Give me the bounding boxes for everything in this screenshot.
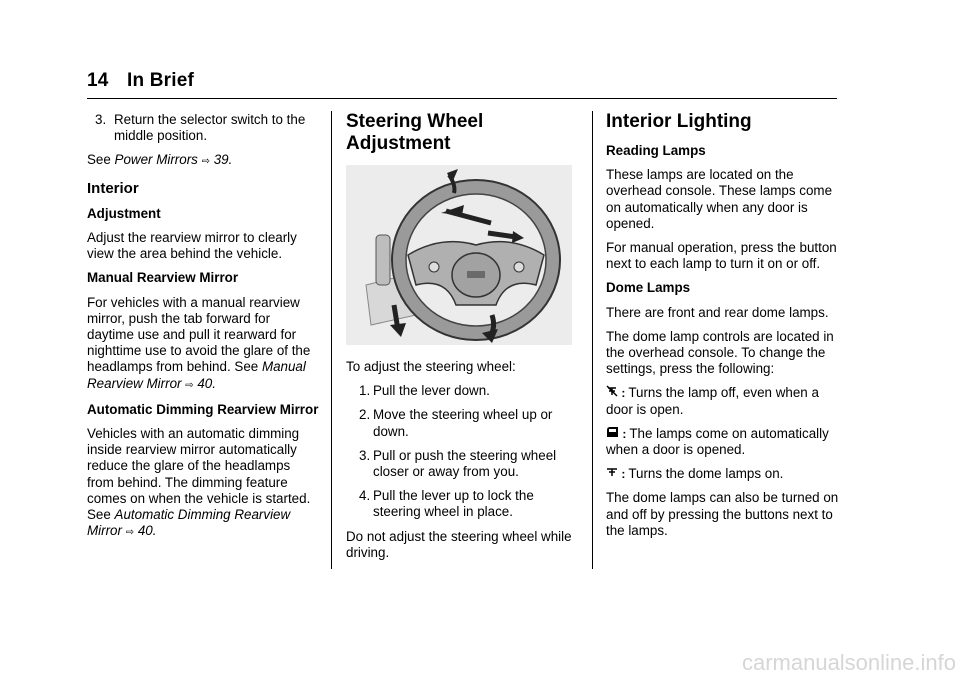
adjustment-heading: Adjustment [87, 205, 161, 221]
link-page: 39. [210, 152, 233, 168]
reading-lamps-text-1: These lamps are located on the overhead console. These lamps come on automatically when any door is opened. [606, 167, 833, 231]
door-icon: : [606, 426, 626, 442]
link-page: 40. [193, 375, 216, 391]
list-text: Return the selector switch to the middle position. [114, 112, 306, 144]
link-page: 40. [134, 523, 157, 539]
dome-lamps-text-1: There are front and rear dome lamps. [606, 304, 829, 320]
auto-dimming-heading: Automatic Dimming Rearview Mirror [87, 401, 319, 417]
lamp-on-icon: : [606, 466, 625, 482]
page-header [87, 70, 194, 92]
page-ref-icon: ⇨ [185, 379, 194, 391]
interior-heading: Interior [87, 179, 139, 197]
dome-lamps-text-2: The dome lamp controls are located in the overhead console. To change the settings, press the following: [606, 328, 834, 377]
link-text: Automatic Dimming Rearview Mirror [87, 507, 291, 539]
column-divider-2 [592, 111, 593, 569]
manual-mirror-heading: Manual Rearview Mirror [87, 270, 239, 286]
reading-lamps-text-2: For manual operation, press the button next to each lamp to turn it on or off. [606, 240, 837, 272]
watermark: carmanualsonline.info [741, 650, 956, 675]
door-text: The lamps come on automatically when a door is opened. [606, 425, 829, 458]
dome-lamps-text-3: The dome lamps can also be turned on and off by pressing the buttons next to the lamps. [606, 490, 839, 538]
list-number: 1. [359, 383, 371, 399]
door-item [606, 426, 842, 458]
lamp-off-icon: : [606, 385, 625, 401]
steering-note: Do not adjust the steering wheel while driving. [346, 528, 572, 560]
auto-text: Vehicles with an automatic dimming inside rearview mirror automatically reduce the glare of the headlamps from behind. The dimming feature comes on when the vehicle is started. See [87, 426, 311, 523]
manual-mirror-text [87, 295, 319, 394]
link-text: Power Mirrors [114, 152, 198, 168]
list-number: 3. [359, 447, 371, 463]
section-title: In Brief [127, 70, 195, 91]
auto-dimming-link[interactable] [87, 507, 290, 538]
auto-dimming-text [87, 426, 319, 541]
column-2 [346, 111, 582, 569]
column-1 [87, 112, 319, 549]
steering-intro: To adjust the steering wheel: [346, 359, 516, 374]
steering-heading: Steering Wheel Adjustment [346, 111, 484, 154]
steering-wheel-illustration [346, 165, 572, 345]
list-text: Pull the lever up to lock the steering wheel in place. [373, 488, 534, 520]
interior-lighting-heading: Interior Lighting [606, 111, 752, 132]
page-number: 14 [87, 70, 109, 91]
header-rule [87, 98, 837, 99]
list-item [346, 407, 582, 439]
page-ref-icon: ⇨ [125, 527, 135, 539]
list-number: 4. [359, 488, 371, 504]
list-text: Pull the lever down. [373, 383, 490, 399]
list-item [87, 112, 319, 144]
lamp-on-item [606, 466, 842, 482]
list-number: 2. [359, 407, 371, 423]
list-item [346, 488, 582, 520]
adjustment-text: Adjust the rearview mirror to clearly view the area behind the vehicle. [87, 230, 297, 262]
see-reference [87, 152, 319, 170]
reading-lamps-heading: Reading Lamps [606, 143, 706, 158]
list-text: Pull or push the steering wheel closer or away from you. [373, 447, 557, 480]
manual-text: For vehicles with a manual rearview mirror, push the tab forward for daytime use and pull it rearward for nighttime use to avoid the glare of the headlamps from behind. See [87, 294, 311, 375]
list-text: Move the steering wheel up or down. [373, 407, 553, 439]
column-3 [606, 111, 842, 547]
link-text: Manual Rearview Mirror [87, 359, 306, 391]
lamp-off-item [606, 385, 842, 417]
see-prefix: See [87, 152, 115, 168]
dome-lamps-heading: Dome Lamps [606, 280, 691, 296]
lamp-on-text: Turns the dome lamps on. [628, 466, 784, 482]
column-divider-1 [331, 111, 332, 569]
power-mirrors-link[interactable] [115, 152, 233, 167]
steering-wheel-icon [346, 165, 572, 345]
list-item [346, 383, 582, 399]
list-item [346, 448, 582, 480]
lamp-off-text: Turns the lamp off, even when a door is open. [606, 385, 819, 417]
list-number: 3. [95, 112, 107, 127]
page-ref-icon: ⇨ [201, 156, 210, 168]
